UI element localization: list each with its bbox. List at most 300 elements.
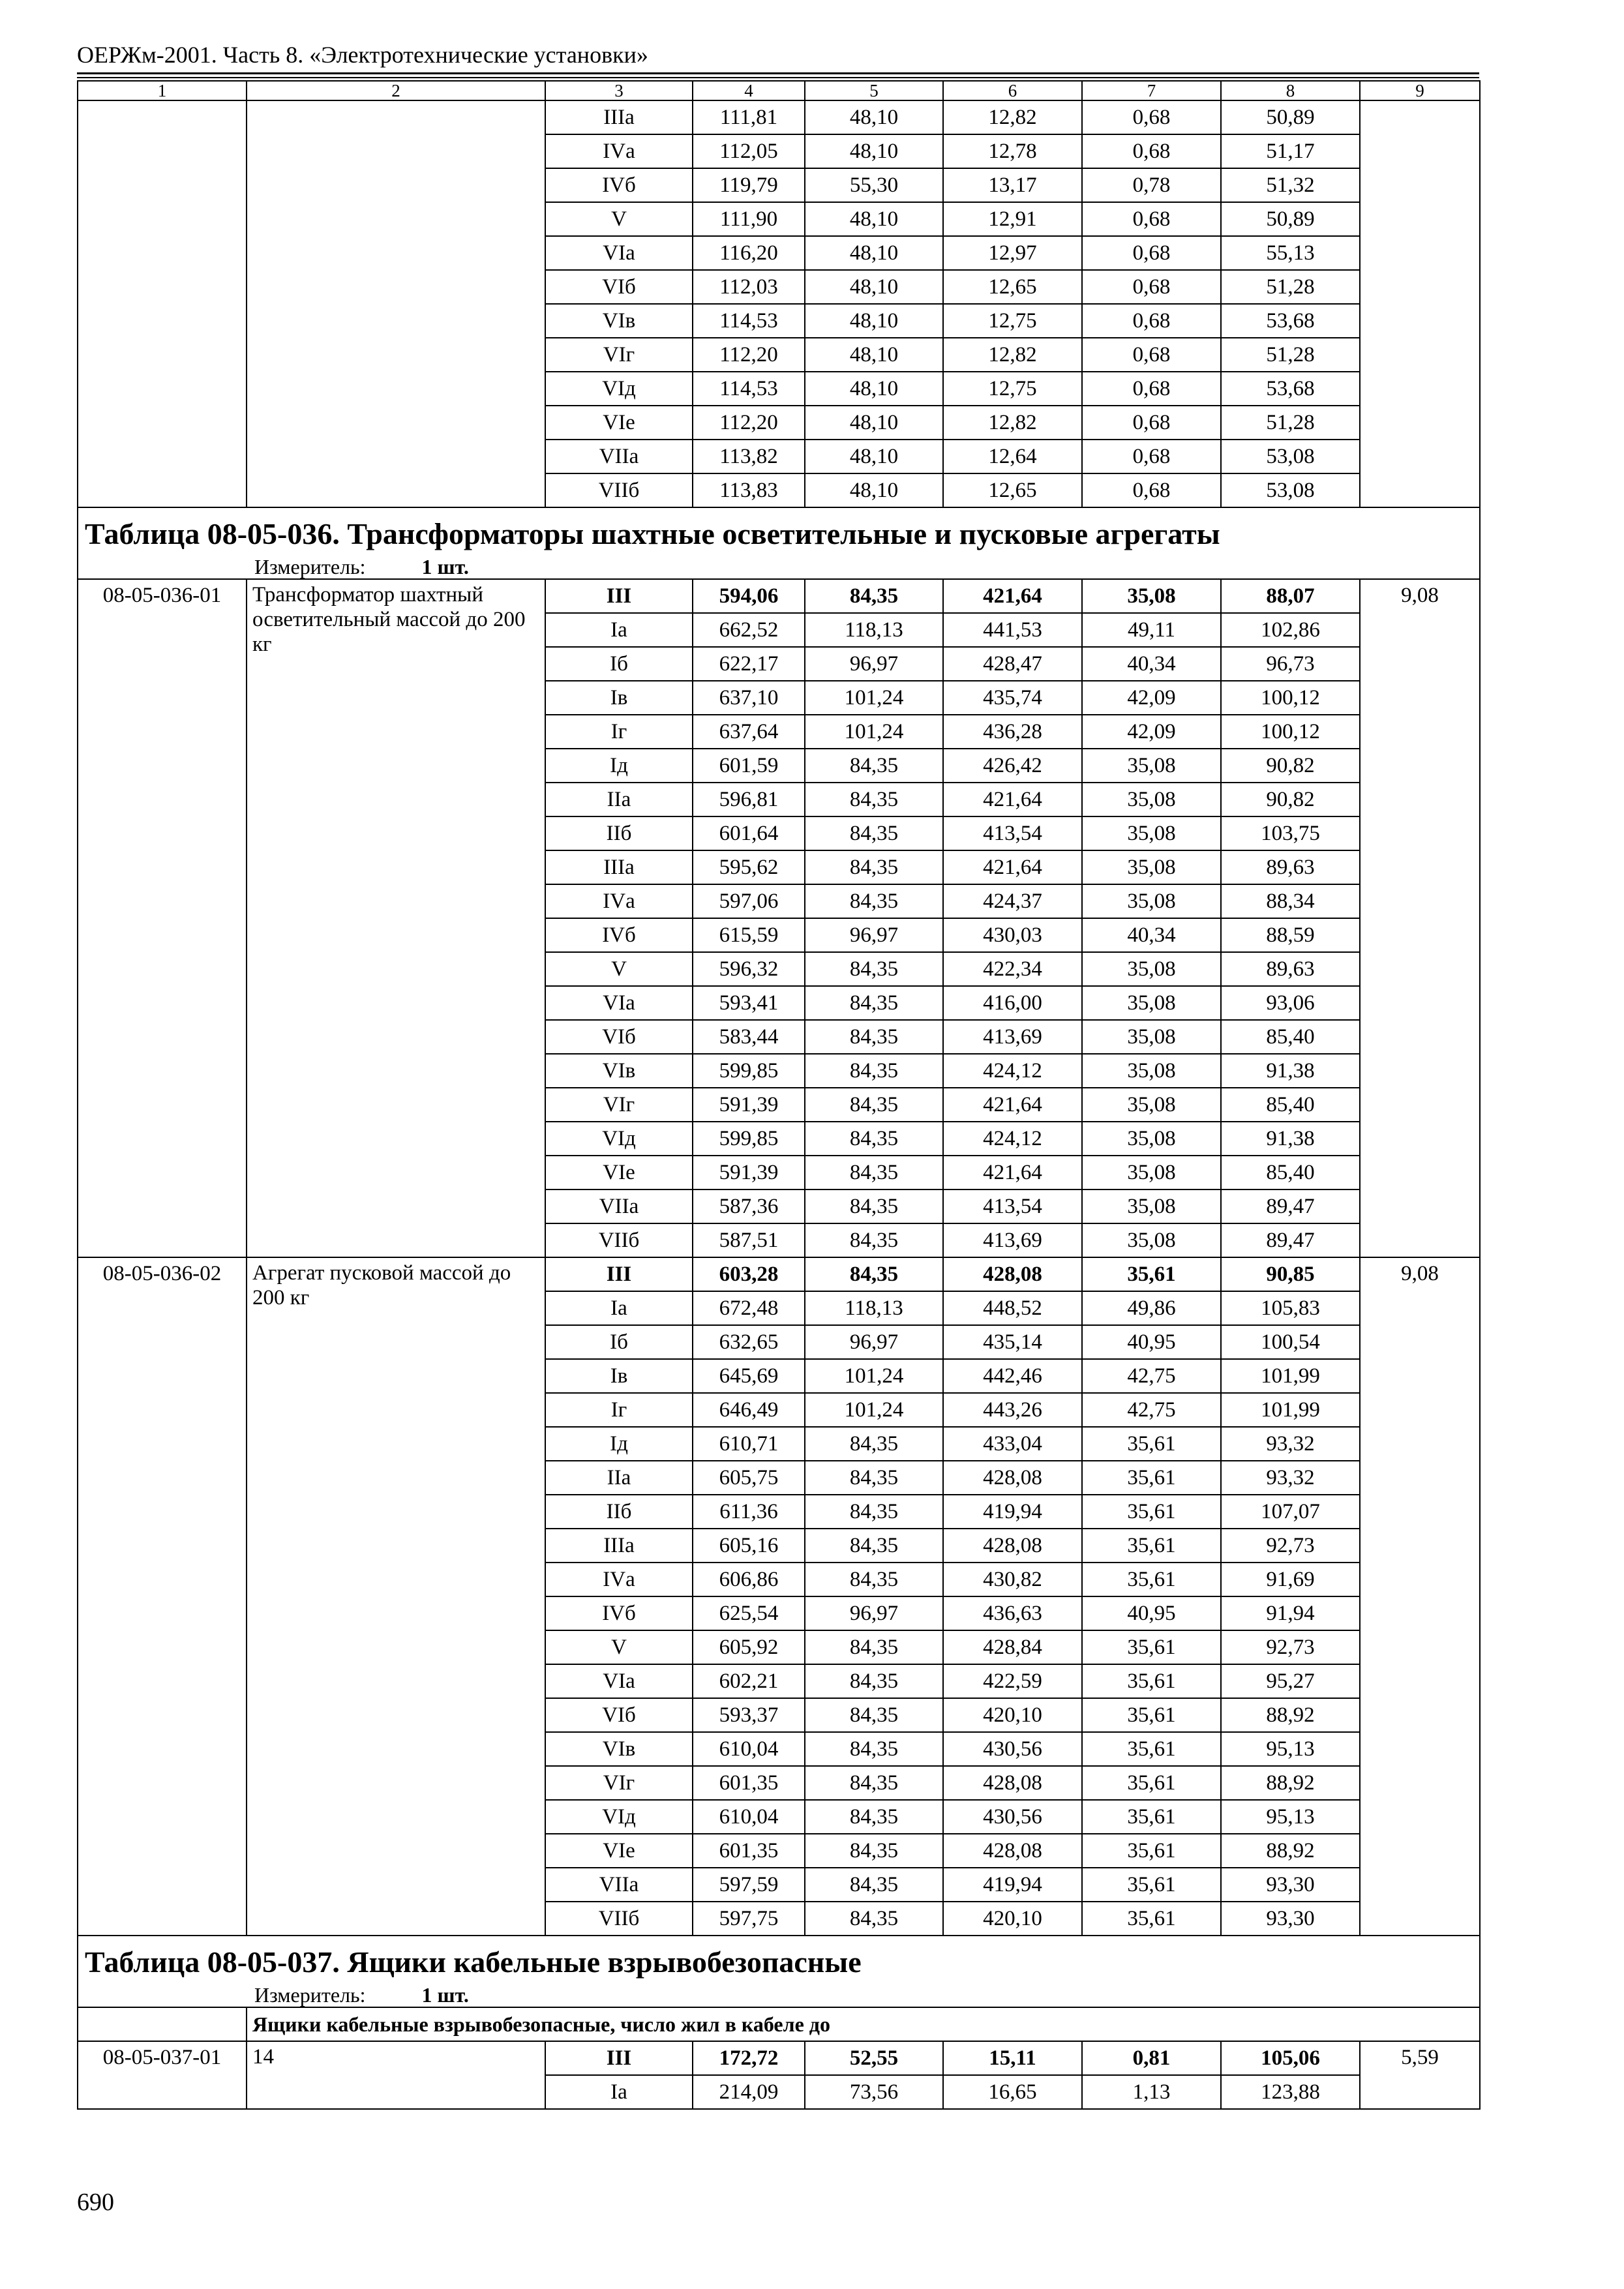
empty-name-cell <box>247 100 545 507</box>
value-cell: 101,99 <box>1221 1393 1360 1427</box>
value-cell: 35,08 <box>1082 986 1221 1020</box>
value-cell: 637,10 <box>693 681 805 715</box>
column-number: 4 <box>693 81 805 100</box>
value-cell: 422,34 <box>943 952 1082 986</box>
value-cell: 0,68 <box>1082 270 1221 304</box>
value-cell: 118,13 <box>805 1291 943 1325</box>
value-cell: 42,75 <box>1082 1393 1221 1427</box>
value-cell: 90,85 <box>1221 1257 1360 1291</box>
value-cell: 84,35 <box>805 816 943 850</box>
value-cell: 35,61 <box>1082 1766 1221 1800</box>
header-rule-thin <box>77 77 1479 78</box>
region-cell: VIб <box>545 1020 693 1054</box>
value-cell: 12,82 <box>943 338 1082 372</box>
value-cell: 605,92 <box>693 1630 805 1664</box>
value-cell: 426,42 <box>943 749 1082 783</box>
region-cell: III <box>545 579 693 613</box>
value-cell: 84,35 <box>805 1664 943 1698</box>
unit-cell <box>78 555 1480 579</box>
value-cell: 48,10 <box>805 304 943 338</box>
region-cell: IIа <box>545 783 693 816</box>
value-cell: 424,12 <box>943 1054 1082 1088</box>
region-cell: Iа <box>545 1291 693 1325</box>
value-cell: 93,06 <box>1221 986 1360 1020</box>
value-cell: 53,08 <box>1221 473 1360 507</box>
value-cell: 88,92 <box>1221 1698 1360 1732</box>
unit-row <box>78 555 1480 579</box>
region-cell: V <box>545 1630 693 1664</box>
value-cell: 12,75 <box>943 372 1082 406</box>
value-cell: 601,64 <box>693 816 805 850</box>
value-cell: 96,97 <box>805 647 943 681</box>
value-cell: 50,89 <box>1221 202 1360 236</box>
region-cell: IIб <box>545 1495 693 1529</box>
value-cell: 35,61 <box>1082 1732 1221 1766</box>
column-numbers-row <box>78 81 1480 100</box>
value-cell: 12,97 <box>943 236 1082 270</box>
value-cell: 35,08 <box>1082 1189 1221 1223</box>
item-name: 14 <box>247 2041 545 2109</box>
region-cell: VIIб <box>545 473 693 507</box>
value-cell: 16,65 <box>943 2075 1082 2109</box>
value-cell: 84,35 <box>805 986 943 1020</box>
value-cell: 73,56 <box>805 2075 943 2109</box>
region-cell: IVб <box>545 168 693 202</box>
value-cell: 35,08 <box>1082 952 1221 986</box>
region-cell: VIв <box>545 1732 693 1766</box>
value-cell: 114,53 <box>693 304 805 338</box>
value-cell: 96,97 <box>805 1325 943 1359</box>
value-cell: 84,35 <box>805 1461 943 1495</box>
unit-row <box>78 1983 1480 2007</box>
region-cell: Iд <box>545 1427 693 1461</box>
value-cell: 48,10 <box>805 338 943 372</box>
item-col9: 9,08 <box>1360 1257 1480 1936</box>
value-cell: 591,39 <box>693 1156 805 1189</box>
value-cell: 112,05 <box>693 134 805 168</box>
value-cell: 0,78 <box>1082 168 1221 202</box>
value-cell: 428,08 <box>943 1461 1082 1495</box>
region-cell: IIIа <box>545 850 693 884</box>
region-cell: VIд <box>545 1800 693 1834</box>
value-cell: 49,86 <box>1082 1291 1221 1325</box>
region-cell: VIIа <box>545 1189 693 1223</box>
value-cell: 0,68 <box>1082 372 1221 406</box>
value-cell: 42,75 <box>1082 1359 1221 1393</box>
value-cell: 51,28 <box>1221 338 1360 372</box>
value-cell: 84,35 <box>805 1088 943 1122</box>
value-cell: 96,73 <box>1221 647 1360 681</box>
value-cell: 84,35 <box>805 1189 943 1223</box>
value-cell: 100,12 <box>1221 681 1360 715</box>
value-cell: 84,35 <box>805 1020 943 1054</box>
item-name: Трансформатор шахтный осветительный массой до 200 кг <box>247 579 545 1257</box>
region-cell: IIа <box>545 1461 693 1495</box>
value-cell: 35,08 <box>1082 884 1221 918</box>
value-cell: 35,08 <box>1082 1054 1221 1088</box>
value-cell: 53,08 <box>1221 440 1360 473</box>
value-cell: 12,78 <box>943 134 1082 168</box>
value-cell: 596,81 <box>693 783 805 816</box>
value-cell: 40,34 <box>1082 647 1221 681</box>
subheading-spacer <box>78 2007 247 2041</box>
value-cell: 93,30 <box>1221 1868 1360 1902</box>
value-cell: 597,59 <box>693 1868 805 1902</box>
value-cell: 112,20 <box>693 338 805 372</box>
region-cell: IVа <box>545 134 693 168</box>
value-cell: 55,30 <box>805 168 943 202</box>
value-cell: 111,81 <box>693 100 805 134</box>
value-cell: 84,35 <box>805 1800 943 1834</box>
value-cell: 35,61 <box>1082 1902 1221 1936</box>
value-cell: 50,89 <box>1221 100 1360 134</box>
value-cell: 93,32 <box>1221 1427 1360 1461</box>
value-cell: 625,54 <box>693 1596 805 1630</box>
value-cell: 84,35 <box>805 1563 943 1596</box>
unit-cell <box>78 1983 1480 2007</box>
empty-code-cell <box>78 100 247 507</box>
value-cell: 448,52 <box>943 1291 1082 1325</box>
value-cell: 85,40 <box>1221 1020 1360 1054</box>
value-cell: 84,35 <box>805 1054 943 1088</box>
value-cell: 428,08 <box>943 1529 1082 1563</box>
value-cell: 111,90 <box>693 202 805 236</box>
value-cell: 615,59 <box>693 918 805 952</box>
value-cell: 602,21 <box>693 1664 805 1698</box>
region-cell: IIIа <box>545 1529 693 1563</box>
value-cell: 89,63 <box>1221 952 1360 986</box>
value-cell: 0,68 <box>1082 134 1221 168</box>
value-cell: 610,04 <box>693 1800 805 1834</box>
value-cell: 587,51 <box>693 1223 805 1257</box>
item-code: 08-05-036-02 <box>78 1257 247 1936</box>
value-cell: 172,72 <box>693 2041 805 2075</box>
value-cell: 441,53 <box>943 613 1082 647</box>
unit-label: Измеритель: <box>254 555 366 578</box>
region-cell: V <box>545 202 693 236</box>
value-cell: 601,35 <box>693 1834 805 1868</box>
column-number: 9 <box>1360 81 1480 100</box>
value-cell: 96,97 <box>805 918 943 952</box>
table-row <box>78 1257 1480 1291</box>
value-cell: 422,59 <box>943 1664 1082 1698</box>
unit-label: Измеритель: <box>254 1983 366 2007</box>
value-cell: 92,73 <box>1221 1529 1360 1563</box>
value-cell: 89,47 <box>1221 1223 1360 1257</box>
value-cell: 84,35 <box>805 850 943 884</box>
region-cell: IVб <box>545 918 693 952</box>
value-cell: 40,34 <box>1082 918 1221 952</box>
value-cell: 416,00 <box>943 986 1082 1020</box>
value-cell: 419,94 <box>943 1868 1082 1902</box>
value-cell: 84,35 <box>805 1732 943 1766</box>
value-cell: 35,61 <box>1082 1834 1221 1868</box>
value-cell: 84,35 <box>805 783 943 816</box>
value-cell: 88,92 <box>1221 1834 1360 1868</box>
column-number: 7 <box>1082 81 1221 100</box>
value-cell: 413,69 <box>943 1223 1082 1257</box>
region-cell: IVа <box>545 884 693 918</box>
value-cell: 15,11 <box>943 2041 1082 2075</box>
value-cell: 48,10 <box>805 100 943 134</box>
value-cell: 645,69 <box>693 1359 805 1393</box>
value-cell: 12,82 <box>943 406 1082 440</box>
value-cell: 35,61 <box>1082 1630 1221 1664</box>
value-cell: 88,92 <box>1221 1766 1360 1800</box>
value-cell: 48,10 <box>805 372 943 406</box>
column-number: 1 <box>78 81 247 100</box>
value-cell: 413,54 <box>943 1189 1082 1223</box>
value-cell: 0,68 <box>1082 202 1221 236</box>
region-cell: III <box>545 2041 693 2075</box>
value-cell: 118,13 <box>805 613 943 647</box>
value-cell: 413,69 <box>943 1020 1082 1054</box>
value-cell: 593,41 <box>693 986 805 1020</box>
region-cell: VIа <box>545 1664 693 1698</box>
value-cell: 51,28 <box>1221 406 1360 440</box>
value-cell: 596,32 <box>693 952 805 986</box>
value-cell: 53,68 <box>1221 372 1360 406</box>
region-cell: Iа <box>545 613 693 647</box>
table-row <box>78 100 1480 134</box>
value-cell: 84,35 <box>805 1529 943 1563</box>
value-cell: 100,12 <box>1221 715 1360 749</box>
value-cell: 95,27 <box>1221 1664 1360 1698</box>
value-cell: 42,09 <box>1082 681 1221 715</box>
value-cell: 646,49 <box>693 1393 805 1427</box>
value-cell: 35,61 <box>1082 1698 1221 1732</box>
region-cell: Iа <box>545 2075 693 2109</box>
region-cell: Iг <box>545 715 693 749</box>
value-cell: 119,79 <box>693 168 805 202</box>
region-cell: Iд <box>545 749 693 783</box>
value-cell: 430,56 <box>943 1800 1082 1834</box>
value-cell: 112,03 <box>693 270 805 304</box>
value-cell: 435,14 <box>943 1325 1082 1359</box>
region-cell: VIIб <box>545 1902 693 1936</box>
table-title-row <box>78 507 1480 555</box>
value-cell: 662,52 <box>693 613 805 647</box>
region-cell: VIв <box>545 1054 693 1088</box>
value-cell: 84,35 <box>805 749 943 783</box>
region-cell: VIб <box>545 270 693 304</box>
value-cell: 433,04 <box>943 1427 1082 1461</box>
region-cell: VIб <box>545 1698 693 1732</box>
value-cell: 0,68 <box>1082 304 1221 338</box>
column-number: 8 <box>1221 81 1360 100</box>
region-cell: VIIа <box>545 1868 693 1902</box>
rates-table <box>77 80 1481 2110</box>
region-cell: VIа <box>545 986 693 1020</box>
region-cell: IVб <box>545 1596 693 1630</box>
value-cell: 672,48 <box>693 1291 805 1325</box>
table-title-row <box>78 1936 1480 1983</box>
value-cell: 85,40 <box>1221 1088 1360 1122</box>
value-cell: 601,35 <box>693 1766 805 1800</box>
item-name: Агрегат пусковой массой до 200 кг <box>247 1257 545 1936</box>
value-cell: 35,61 <box>1082 1461 1221 1495</box>
value-cell: 101,24 <box>805 1359 943 1393</box>
value-cell: 605,75 <box>693 1461 805 1495</box>
value-cell: 84,35 <box>805 1156 943 1189</box>
value-cell: 91,38 <box>1221 1054 1360 1088</box>
value-cell: 13,17 <box>943 168 1082 202</box>
item-col9: 9,08 <box>1360 579 1480 1257</box>
value-cell: 51,17 <box>1221 134 1360 168</box>
value-cell: 428,08 <box>943 1766 1082 1800</box>
value-cell: 420,10 <box>943 1902 1082 1936</box>
value-cell: 48,10 <box>805 134 943 168</box>
value-cell: 40,95 <box>1082 1325 1221 1359</box>
value-cell: 84,35 <box>805 579 943 613</box>
value-cell: 0,81 <box>1082 2041 1221 2075</box>
value-cell: 49,11 <box>1082 613 1221 647</box>
region-cell: VIг <box>545 1088 693 1122</box>
value-cell: 0,68 <box>1082 406 1221 440</box>
region-cell: VIа <box>545 236 693 270</box>
value-cell: 116,20 <box>693 236 805 270</box>
value-cell: 84,35 <box>805 1698 943 1732</box>
value-cell: 593,37 <box>693 1698 805 1732</box>
value-cell: 84,35 <box>805 952 943 986</box>
value-cell: 35,61 <box>1082 1868 1221 1902</box>
value-cell: 89,47 <box>1221 1189 1360 1223</box>
value-cell: 103,75 <box>1221 816 1360 850</box>
value-cell: 105,83 <box>1221 1291 1360 1325</box>
value-cell: 12,91 <box>943 202 1082 236</box>
value-cell: 436,28 <box>943 715 1082 749</box>
region-cell: VIд <box>545 372 693 406</box>
value-cell: 85,40 <box>1221 1156 1360 1189</box>
region-cell: Iб <box>545 647 693 681</box>
value-cell: 419,94 <box>943 1495 1082 1529</box>
value-cell: 84,35 <box>805 1766 943 1800</box>
value-cell: 35,08 <box>1082 783 1221 816</box>
table-row <box>78 2041 1480 2075</box>
value-cell: 632,65 <box>693 1325 805 1359</box>
value-cell: 84,35 <box>805 1122 943 1156</box>
value-cell: 84,35 <box>805 1902 943 1936</box>
value-cell: 424,37 <box>943 884 1082 918</box>
subheading-row <box>78 2007 1480 2041</box>
value-cell: 430,56 <box>943 1732 1082 1766</box>
value-cell: 599,85 <box>693 1054 805 1088</box>
value-cell: 35,61 <box>1082 1427 1221 1461</box>
value-cell: 413,54 <box>943 816 1082 850</box>
value-cell: 84,35 <box>805 1223 943 1257</box>
value-cell: 48,10 <box>805 236 943 270</box>
value-cell: 114,53 <box>693 372 805 406</box>
value-cell: 599,85 <box>693 1122 805 1156</box>
value-cell: 430,03 <box>943 918 1082 952</box>
value-cell: 35,61 <box>1082 1800 1221 1834</box>
value-cell: 424,12 <box>943 1122 1082 1156</box>
region-cell: IVа <box>545 1563 693 1596</box>
region-cell: VIе <box>545 1156 693 1189</box>
value-cell: 88,07 <box>1221 579 1360 613</box>
value-cell: 595,62 <box>693 850 805 884</box>
region-cell: Iг <box>545 1393 693 1427</box>
value-cell: 84,35 <box>805 1834 943 1868</box>
value-cell: 48,10 <box>805 202 943 236</box>
value-cell: 42,09 <box>1082 715 1221 749</box>
value-cell: 421,64 <box>943 850 1082 884</box>
value-cell: 48,10 <box>805 270 943 304</box>
column-number: 5 <box>805 81 943 100</box>
value-cell: 35,08 <box>1082 816 1221 850</box>
value-cell: 84,35 <box>805 884 943 918</box>
value-cell: 112,20 <box>693 406 805 440</box>
item-col9: 5,59 <box>1360 2041 1480 2109</box>
region-cell: IIб <box>545 816 693 850</box>
value-cell: 12,65 <box>943 473 1082 507</box>
value-cell: 0,68 <box>1082 440 1221 473</box>
region-cell: VIIб <box>545 1223 693 1257</box>
region-cell: VIг <box>545 1766 693 1800</box>
value-cell: 611,36 <box>693 1495 805 1529</box>
value-cell: 594,06 <box>693 579 805 613</box>
empty-col9-cell <box>1360 100 1480 507</box>
value-cell: 591,39 <box>693 1088 805 1122</box>
column-number: 3 <box>545 81 693 100</box>
value-cell: 12,75 <box>943 304 1082 338</box>
value-cell: 597,75 <box>693 1902 805 1936</box>
value-cell: 428,84 <box>943 1630 1082 1664</box>
value-cell: 90,82 <box>1221 749 1360 783</box>
value-cell: 107,07 <box>1221 1495 1360 1529</box>
value-cell: 84,35 <box>805 1630 943 1664</box>
value-cell: 101,24 <box>805 681 943 715</box>
region-cell: VIв <box>545 304 693 338</box>
table-title: Таблица 08-05-037. Ящики кабельные взрывобезопасные <box>78 1936 1480 1983</box>
value-cell: 84,35 <box>805 1257 943 1291</box>
value-cell: 53,68 <box>1221 304 1360 338</box>
value-cell: 435,74 <box>943 681 1082 715</box>
value-cell: 420,10 <box>943 1698 1082 1732</box>
value-cell: 428,08 <box>943 1834 1082 1868</box>
value-cell: 51,32 <box>1221 168 1360 202</box>
region-cell: VIе <box>545 406 693 440</box>
value-cell: 93,32 <box>1221 1461 1360 1495</box>
value-cell: 610,71 <box>693 1427 805 1461</box>
value-cell: 84,35 <box>805 1495 943 1529</box>
value-cell: 101,24 <box>805 715 943 749</box>
region-cell: V <box>545 952 693 986</box>
value-cell: 91,69 <box>1221 1563 1360 1596</box>
value-cell: 48,10 <box>805 473 943 507</box>
region-cell: VIд <box>545 1122 693 1156</box>
table-row <box>78 579 1480 613</box>
value-cell: 95,13 <box>1221 1800 1360 1834</box>
value-cell: 35,08 <box>1082 850 1221 884</box>
region-cell: IIIа <box>545 100 693 134</box>
item-code: 08-05-037-01 <box>78 2041 247 2109</box>
value-cell: 0,68 <box>1082 100 1221 134</box>
region-cell: Iб <box>545 1325 693 1359</box>
value-cell: 606,86 <box>693 1563 805 1596</box>
value-cell: 35,08 <box>1082 1020 1221 1054</box>
value-cell: 90,82 <box>1221 783 1360 816</box>
value-cell: 421,64 <box>943 1088 1082 1122</box>
value-cell: 597,06 <box>693 884 805 918</box>
value-cell: 421,64 <box>943 783 1082 816</box>
value-cell: 52,55 <box>805 2041 943 2075</box>
value-cell: 443,26 <box>943 1393 1082 1427</box>
value-cell: 95,13 <box>1221 1732 1360 1766</box>
value-cell: 100,54 <box>1221 1325 1360 1359</box>
value-cell: 587,36 <box>693 1189 805 1223</box>
value-cell: 55,13 <box>1221 236 1360 270</box>
